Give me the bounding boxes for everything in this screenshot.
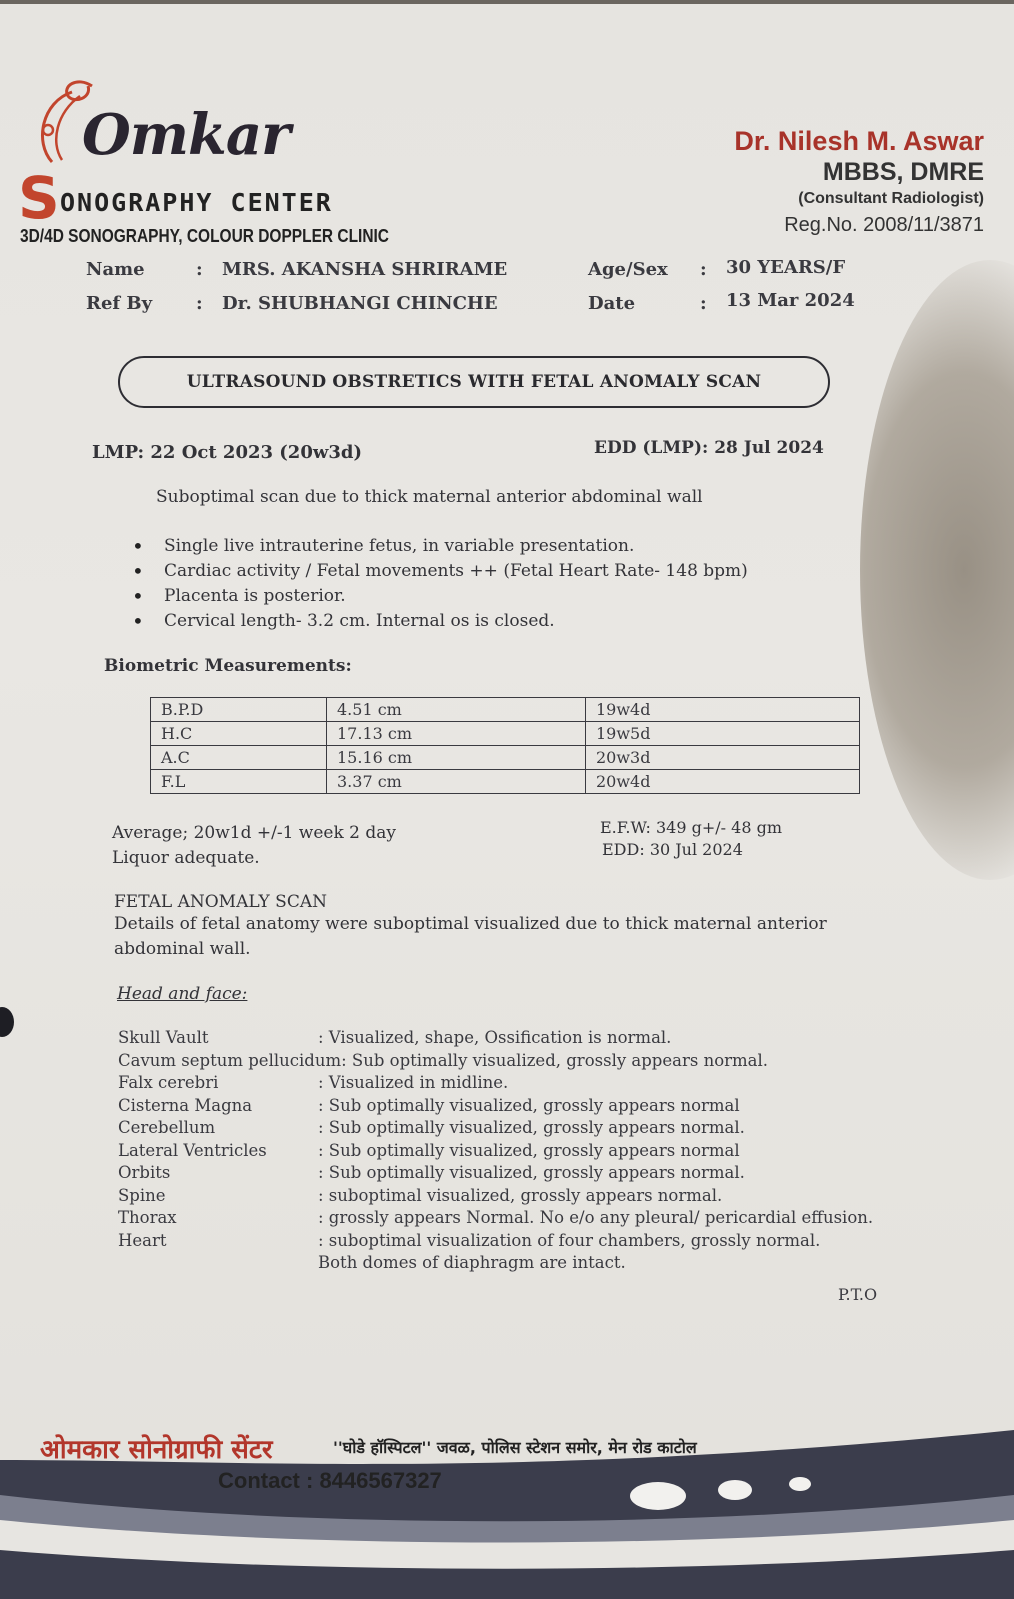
referring-doctor: Dr. SHUBHANGI CHINCHE	[222, 293, 498, 314]
footer-contact: Contact : 8446567327	[218, 1468, 442, 1493]
anomaly-detail-line2: abdominal wall.	[114, 939, 251, 959]
table-row	[151, 698, 860, 722]
organ-name: Cerebellum	[118, 1118, 216, 1137]
top-edge	[0, 0, 1014, 4]
biometric-param: H.C	[151, 722, 327, 746]
liquor-status: Liquor adequate.	[112, 848, 260, 868]
organ-name: Falx cerebri	[118, 1073, 219, 1092]
table-row	[151, 722, 860, 746]
clinic-logo	[18, 72, 408, 262]
lmp: LMP: 22 Oct 2023 (20w3d)	[92, 442, 362, 463]
organ-finding: Cavum septum pellucidum: Sub optimally visualized, grossly appears normal.	[118, 1050, 769, 1070]
biometric-value: 15.16 cm	[327, 746, 586, 770]
organ-name: Skull Vault	[118, 1028, 209, 1047]
report-date: 13 Mar 2024	[726, 290, 855, 311]
table-row	[151, 770, 860, 794]
logo-initial: S	[18, 164, 60, 232]
name-label: Name	[86, 259, 145, 280]
organ-name: Heart	[118, 1230, 167, 1250]
biometric-param: A.C	[151, 746, 327, 770]
ref-colon: :	[196, 293, 203, 314]
biometric-age: 20w4d	[586, 770, 860, 794]
logo-brand: Omkar	[82, 102, 290, 168]
edd-biometric: EDD: 30 Jul 2024	[602, 840, 743, 859]
organ-finding: : Sub optimally visualized, grossly appears normal	[318, 1140, 740, 1160]
doctor-role: (Consultant Radiologist)	[798, 190, 984, 207]
pto-note: P.T.O	[838, 1285, 878, 1304]
organ-finding: : suboptimal visualization of four chambers, grossly normal.	[318, 1230, 821, 1250]
table-row	[151, 746, 860, 770]
list-item: • Cardiac activity / Fetal movements ++ (Fetal Heart Rate- 148 bpm)	[132, 559, 748, 584]
efw: E.F.W: 349 g+/- 48 gm	[600, 818, 783, 837]
list-item: • Cervical length- 3.2 cm. Internal os is closed.	[132, 609, 748, 634]
scan-note: Suboptimal scan due to thick maternal anterior abdominal wall	[156, 487, 703, 507]
list-item: • Placenta is posterior.	[132, 584, 748, 609]
organ-finding: : Visualized, shape, Ossification is normal.	[318, 1028, 672, 1047]
organ-name: Orbits	[118, 1163, 171, 1182]
logo-center-name: ONOGRAPHY CENTER	[60, 188, 333, 217]
organ-name: Thorax	[118, 1208, 177, 1227]
biometric-age: 19w5d	[586, 722, 860, 746]
biometric-value: 17.13 cm	[327, 722, 586, 746]
doctor-name: Dr. Nilesh M. Aswar	[734, 126, 984, 156]
age-sex-value: 30 YEARS/F	[726, 257, 846, 278]
footer-clinic-name: ओमकार सोनोग्राफी सेंटर	[40, 1435, 273, 1465]
organ-finding: Both domes of diaphragm are intact.	[318, 1253, 626, 1272]
organ-finding: : Sub optimally visualized, grossly appears normal.	[318, 1118, 745, 1137]
organ-name: Cisterna Magna	[118, 1095, 253, 1115]
report-title: ULTRASOUND OBSTRETICS WITH FETAL ANOMALY SCAN	[118, 356, 830, 408]
date-label: Date	[588, 293, 636, 314]
name-colon: :	[196, 259, 203, 280]
age-colon: :	[700, 259, 707, 280]
organ-finding: : Visualized in midline.	[318, 1073, 509, 1092]
biometric-age: 19w4d	[586, 698, 860, 722]
age-label: Age/Sex	[588, 259, 668, 280]
footer-address: ''घोडे हॉस्पिटल'' जवळ, पोलिस स्टेशन समोर, मेन रोड काटोल	[333, 1438, 697, 1457]
clinic-tagline: 3D/4D SONOGRAPHY, COLOUR DOPPLER CLINIC	[20, 226, 389, 246]
biometric-value: 3.37 cm	[327, 770, 586, 794]
biometric-param: F.L	[151, 770, 327, 794]
biometric-table	[150, 697, 860, 794]
organ-name: Spine	[118, 1185, 166, 1205]
patient-name: MRS. AKANSHA SHRIRAME	[222, 259, 508, 280]
anomaly-heading: FETAL ANOMALY SCAN	[114, 892, 327, 912]
findings-list	[132, 534, 748, 634]
organ-name: Lateral Ventricles	[118, 1140, 267, 1160]
edd-lmp: EDD (LMP): 28 Jul 2024	[594, 438, 824, 458]
doctor-registration: Reg.No. 2008/11/3871	[784, 214, 984, 236]
biometric-value: 4.51 cm	[327, 698, 586, 722]
organ-finding: : grossly appears Normal. No e/o any pleural/ pericardial effusion.	[318, 1208, 874, 1227]
date-colon: :	[700, 293, 707, 314]
average-age: Average; 20w1d +/-1 week 2 day	[112, 823, 397, 843]
anomaly-detail-line1: Details of fetal anatomy were suboptimal visualized due to thick maternal anterior	[114, 914, 827, 934]
biometric-age: 20w3d	[586, 746, 860, 770]
organ-finding: : Sub optimally visualized, grossly appears normal.	[318, 1163, 745, 1182]
biometric-param: B.P.D	[151, 698, 327, 722]
head-face-heading: Head and face:	[117, 984, 248, 1004]
organ-finding: : suboptimal visualized, grossly appears normal.	[318, 1185, 723, 1205]
biometric-heading: Biometric Measurements:	[104, 656, 352, 676]
doctor-info	[734, 125, 984, 239]
doctor-degree: MBBS, DMRE	[822, 158, 984, 186]
ref-label: Ref By	[86, 293, 153, 314]
organ-finding: : Sub optimally visualized, grossly appears normal	[318, 1095, 740, 1115]
list-item: • Single live intrauterine fetus, in variable presentation.	[132, 534, 748, 559]
